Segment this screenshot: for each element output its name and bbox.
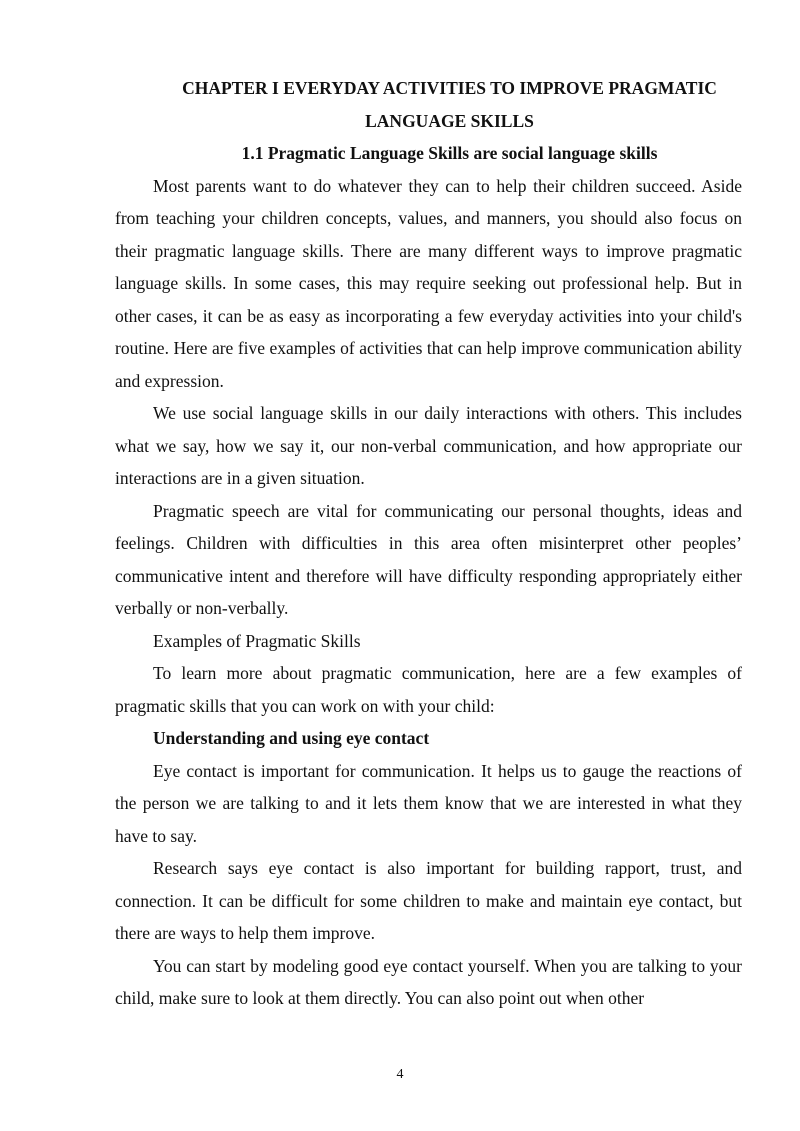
paragraph-research: Research says eye contact is also important for building rapport, trust, and connection. It can be difficult for some children to make and maintain eye contact, but there are ways to help them improve. <box>115 858 742 943</box>
chapter-title: CHAPTER I EVERYDAY ACTIVITIES TO IMPROVE PRAGMATIC LANGUAGE SKILLS <box>182 78 717 131</box>
paragraph-intro: Most parents want to do whatever they can to help their children succeed. Aside from teaching your children concepts, values, and manners, you should also focus on their pragmatic language skills. There are many different ways to improve pragmatic language skills. In some cases, this may require seeking out professional help. But in other cases, it can be as easy as incorporating a few everyday activities into your child's routine. Here are five examples of activities that can help improve communication ability and expression. <box>115 175 742 391</box>
paragraph-social-skills: We use social language skills in our daily interactions with others. This includes what we say, how we say it, our non-verbal communication, and how appropriate our interactions are in a given situation. <box>115 403 742 488</box>
paragraph-examples-heading: Examples of Pragmatic Skills <box>153 630 361 651</box>
page-number: 4 <box>396 1067 404 1082</box>
paragraph-modeling: You can start by modeling good eye contact yourself. When you are talking to your child, make sure to look at them directly. You can also point out when other <box>115 955 742 1008</box>
paragraph-pragmatic-speech: Pragmatic speech are vital for communicating our personal thoughts, ideas and feelings. Children with difficulties in this area often misinterpret other peoples’ communicative intent and therefore will have difficulty responding appropriately either verbally or non-verbally. <box>115 500 742 618</box>
page-body <box>115 72 742 1015</box>
section-title: 1.1 Pragmatic Language Skills are social language skills <box>241 143 658 163</box>
paragraph-eye-contact-importance: Eye contact is important for communication. It helps us to gauge the reactions of the person we are talking to and it lets them know that we are interested in what they have to say. <box>115 760 742 846</box>
paragraph-learn-more: To learn more about pragmatic communication, here are a few examples of pragmatic skills that you can work on with your child: <box>115 663 742 716</box>
subheading-eye-contact: Understanding and using eye contact <box>153 728 430 748</box>
